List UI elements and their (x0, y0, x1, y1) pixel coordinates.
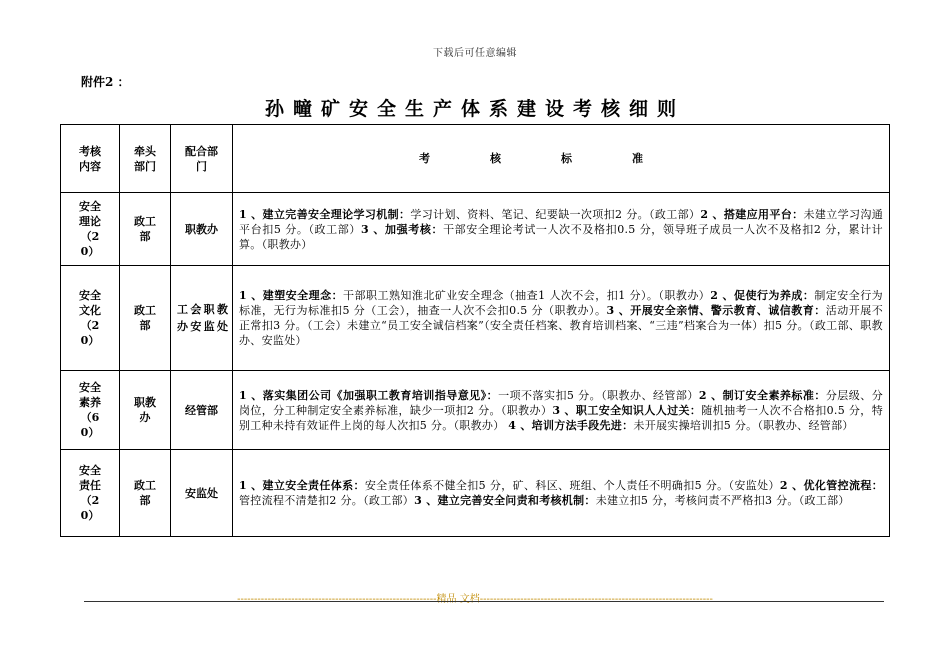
criterion-text: 未建立学习沟通平台扣5 分。（政工部） (239, 207, 883, 236)
row-lead-dept: 政工部 (120, 266, 171, 371)
criterion-heading: 3 、开展安全亲情、警示教育、诚信教育： (606, 304, 826, 317)
row-coop-dept: 安监处 (171, 450, 233, 537)
criterion-heading: 4 、培训方法手段先进： (508, 418, 634, 432)
footer-divider (84, 601, 884, 602)
attachment-label: 附件2 ： (81, 75, 130, 89)
criterion-text: 未建立扣5 分，考核问责不严格扣3 分。（政工部） (595, 494, 850, 507)
row-coop-dept: 工会职教办安监处 (171, 266, 233, 371)
row-coop-dept: 职教办 (171, 193, 233, 266)
criterion-heading: 3 、加强考核： (361, 222, 444, 236)
header-coop-dept: 配合部门 (171, 125, 233, 193)
criterion-heading: 1 、建塑安全理念： (239, 289, 344, 302)
criterion-heading: 2 、优化管控流程： (779, 479, 884, 492)
row-criteria (233, 266, 890, 371)
header-content: 考核内容 (61, 125, 120, 193)
table-row (61, 266, 890, 371)
criterion-heading: 2 、搭建应用平台： (700, 207, 804, 221)
criterion-heading: 2 、制订安全素养标准： (698, 388, 826, 402)
header-standard: 考核标准 (233, 125, 890, 193)
criterion-heading: 1 、建立安全责任体系： (239, 479, 365, 492)
header-lead-dept: 牵头部门 (120, 125, 171, 193)
row-content: 安全文化（20） (61, 266, 120, 371)
row-coop-dept: 经管部 (171, 371, 233, 450)
criterion-text: 管控流程不清楚扣2 分。（政工部） (239, 494, 415, 507)
header-note: 下载后可任意编辑 (433, 48, 517, 59)
assessment-table (60, 124, 890, 537)
row-lead-dept: 政工部 (120, 193, 171, 266)
criterion-text: 分层级、分岗位，分工种制定安全素养标准，缺少一项扣2 分。（职教办） (239, 388, 883, 417)
criterion-text: 随机抽考一人次不合格扣0.5 分，特别工种未持有效证件上岗的每人次扣5 分。（职教办） (239, 403, 883, 432)
row-criteria (233, 193, 890, 266)
row-criteria (233, 371, 890, 450)
criterion-heading: 3 、职工安全知识人人过关： (552, 403, 702, 417)
criterion-text: 一项不落实扣5 分。（职教办、经管部） (498, 388, 699, 402)
table-row (61, 371, 890, 450)
criterion-text: 制定安全行为标准，无行为标准扣5 分（工会），抽查一人次不会扣0.5 分（职教办）。 (239, 289, 883, 317)
table-row (61, 450, 890, 537)
footer-watermark: -----------------------------------------------------------精品 文档--------------------------------------------------------------------- (237, 594, 713, 605)
criterion-heading: 2 、促使行为养成： (710, 289, 815, 302)
document-title: 孙疃矿安全生产体系建设考核细则 (264, 98, 685, 120)
criterion-text: 干部安全理论考试一人次不及格扣0.5 分，领导班子成员一人次不及格扣2 分，累计计算。（职教办） (239, 222, 883, 251)
row-content: 安全素养（60） (61, 371, 120, 450)
table-header-row (61, 125, 890, 193)
criterion-text: 活动开展不正常扣3 分。（工会）未建立“员工安全诚信档案”（安全责任档案、教育培训档案、“三违”档案合为一体）扣5 分。（政工部、职教办、安监处） (239, 304, 883, 347)
row-lead-dept: 政工部 (120, 450, 171, 537)
criterion-heading: 1 、落实集团公司《加强职工教育培训指导意见》： (239, 388, 499, 402)
criterion-heading: 1 、建立完善安全理论学习机制： (239, 207, 411, 221)
table-row (61, 193, 890, 266)
row-lead-dept: 职教办 (120, 371, 171, 450)
criterion-heading: 3 、建立完善安全问责和考核机制： (414, 494, 596, 507)
row-criteria (233, 450, 890, 537)
row-content: 安全理论（20） (61, 193, 120, 266)
criterion-text: 安全责任体系不健全扣5 分，矿、科区、班组、个人责任不明确扣5 分。（安监处） (364, 479, 780, 492)
criterion-text: 学习计划、资料、笔记、纪要缺一次项扣2 分。（政工部） (410, 207, 701, 221)
criterion-text: 未开展实操培训扣5 分。（职教办、经管部） (633, 418, 854, 432)
row-content: 安全责任（20） (61, 450, 120, 537)
criterion-text: 干部职工熟知淮北矿业安全理念（抽查1 人次不会，扣1 分）。（职教办） (343, 289, 711, 302)
